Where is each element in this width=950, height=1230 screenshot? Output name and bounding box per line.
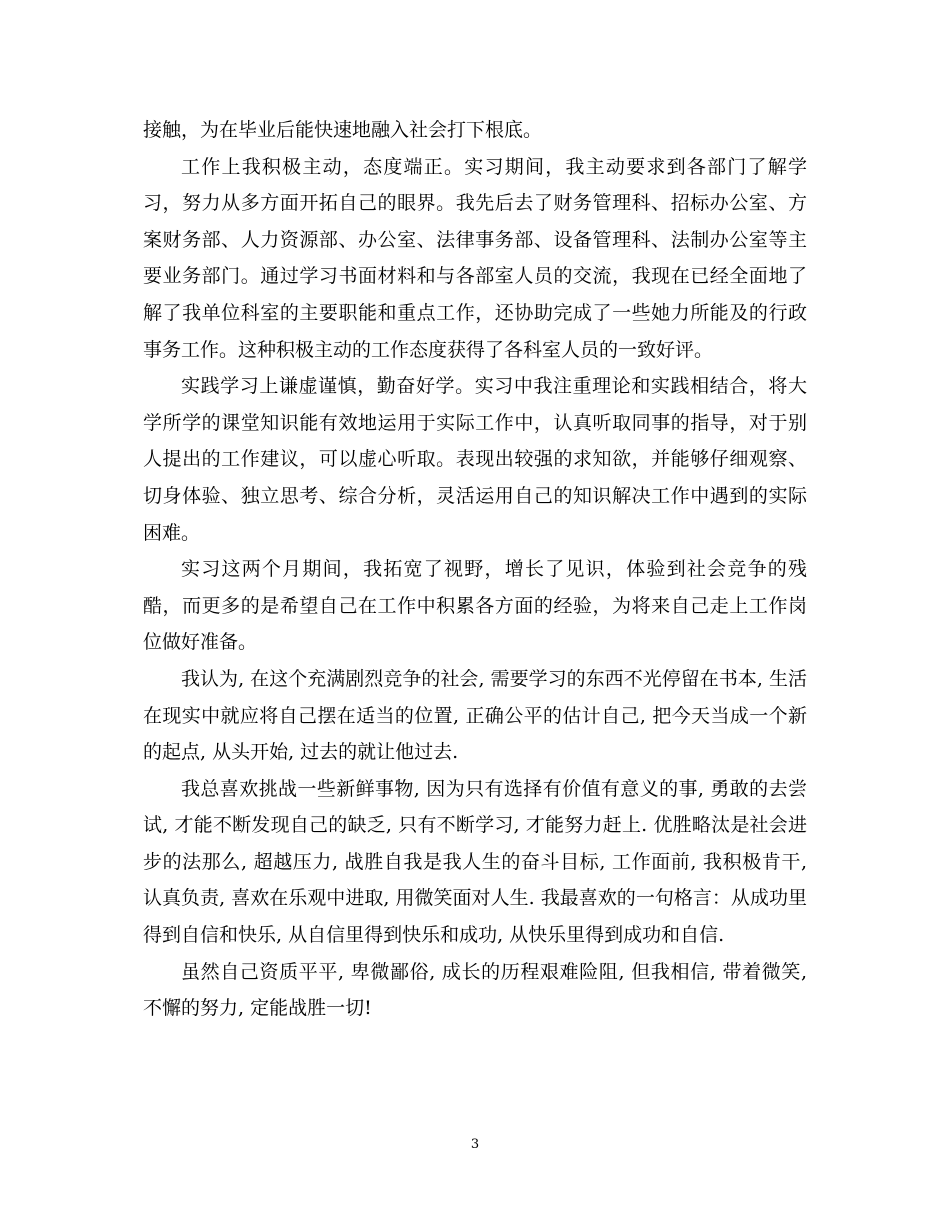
paragraph-work-attitude: 工作上我积极主动，态度端正。实习期间，我主动要求到各部门了解学习，努力从多方面开拓自己的眼界。我先后去了财务管理科、招标办公室、方案财务部、人力资源部、办公室、法律事务部、设备管理科、法制办公室等主要业务部门。通过学习书面材料和与各部室人员的交流，我现在已经全面地了解了我单位科室的主要职能和重点工作，还协助完成了一些她力所能及的行政事务工作。这种积极主动的工作态度获得了各科室人员的一致好评。 (143, 155, 807, 361)
paragraph-competition: 我认为, 在这个充满剧烈竞争的社会, 需要学习的东西不光停留在书本, 生活在现实中就应将自己摆在适当的位置, 正确公平的估计自己, 把今天当成一个新的起点, 从头开始, 过去的就让他过去. (143, 667, 807, 764)
paragraph-challenge-motto: 我总喜欢挑战一些新鲜事物, 因为只有选择有价值有意义的事, 勇敢的去尝试, 才能不断发现自己的缺乏, 只有不断学习, 才能努力赶上. 优胜略汰是社会进步的法那么, 超越压力, 战胜自我是我人生的奋斗目标, 工作面前, 我积极肯干, 认真负责, 喜欢在乐观中进取, 用微笑面对人生. 我最喜欢的一句格言：从成功里得到自信和快乐, 从自信里得到快乐和成功, 从快乐里得到成功和自信. (143, 777, 807, 947)
paragraph-closing: 虽然自己资质平平, 卑微鄙俗, 成长的历程艰难险阻, 但我相信, 带着微笑, 不懈的努力, 定能战胜一切! (143, 960, 807, 1020)
page-number: 3 (470, 1137, 480, 1152)
body-text (143, 112, 807, 1027)
paragraph-internship-summary: 实习这两个月期间，我拓宽了视野，增长了见识，体验到社会竞争的残酷，而更多的是希望自己在工作中积累各方面的经验，为将来自己走上工作岗位做好准备。 (143, 558, 807, 654)
paragraph-practice-learning: 实践学习上谦虚谨慎，勤奋好学。实习中我注重理论和实践相结合，将大学所学的课堂知识能有效地运用于实际工作中，认真听取同事的指导，对于别人提出的工作建议，可以虚心听取。表现出较强的求知欲，并能够仔细观察、切身体验、独立思考、综合分析，灵活运用自己的知识解决工作中遇到的实际困难。 (143, 375, 807, 544)
paragraph-continuation: 接触，为在毕业后能快速地融入社会打下根底。 (143, 119, 543, 141)
